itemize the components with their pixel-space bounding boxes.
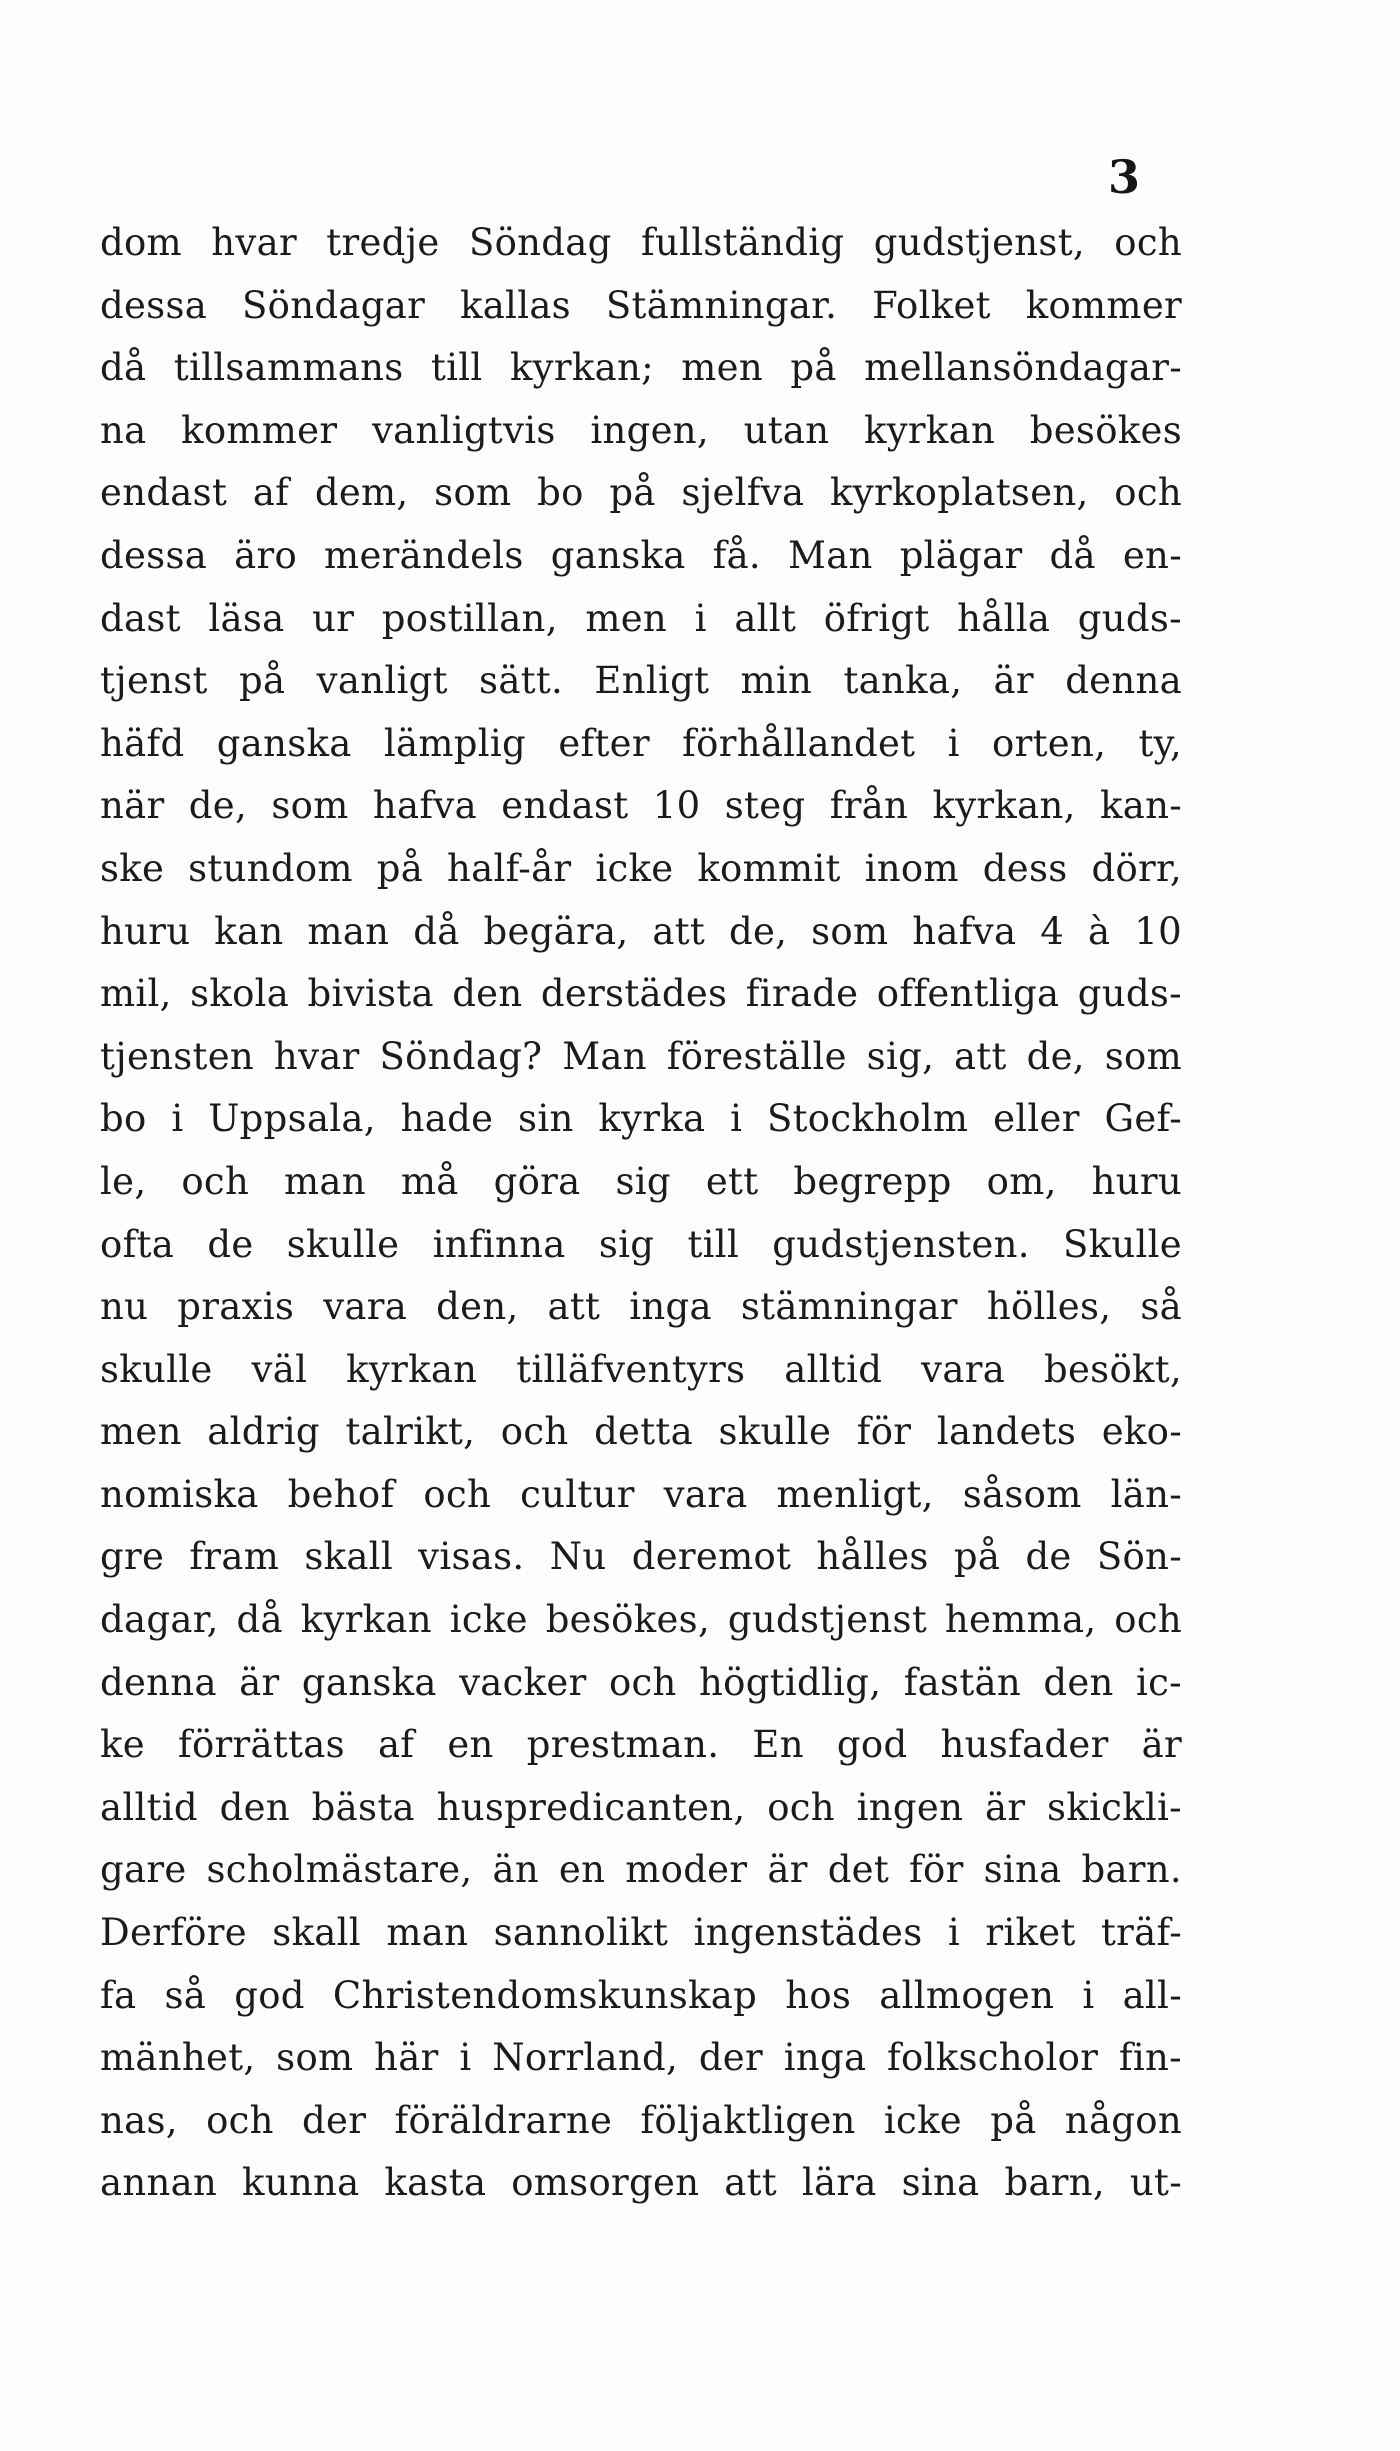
text-line: dessa äro merändels ganska få. Man plägar då en- bbox=[100, 533, 1182, 577]
text-line: dom hvar tredje Söndag fullständig gudstjenst, och bbox=[100, 221, 1182, 264]
text-line: endast af dem, som bo på sjelfva kyrkoplatsen, och bbox=[100, 471, 1182, 515]
text-line: mänhet, som här i Norrland, der inga folkscholor fin- bbox=[100, 2036, 1182, 2080]
text-line: na kommer vanligtvis ingen, utan kyrkan besökes bbox=[100, 408, 1182, 452]
text-line: dagar, då kyrkan icke besökes, gudstjenst hemma, och bbox=[100, 1598, 1182, 1642]
text-line: tjenst på vanligt sätt. Enligt min tanka, är denna bbox=[100, 659, 1182, 703]
text-line: nu praxis vara den, att inga stämningar hölles, så bbox=[100, 1285, 1182, 1329]
text-line: nas, och der föräldrarne följaktligen icke på någon bbox=[100, 2098, 1182, 2142]
text-line: skulle väl kyrkan tilläfventyrs alltid vara besökt, bbox=[100, 1347, 1182, 1391]
text-line: nomiska behof och cultur vara menligt, såsom län- bbox=[100, 1472, 1182, 1516]
text-line: denna är ganska vacker och högtidlig, fastän den ic- bbox=[100, 1660, 1182, 1704]
text-line: bo i Uppsala, hade sin kyrka i Stockholm eller Gef- bbox=[100, 1097, 1182, 1141]
text-line: Derföre skall man sannolikt ingenstädes i riket träf- bbox=[100, 1911, 1182, 1955]
text-line: häfd ganska lämplig efter förhållandet i orten, ty, bbox=[100, 721, 1182, 765]
text-line: huru kan man då begära, att de, som hafva 4 à 10 bbox=[100, 909, 1182, 953]
text-line: alltid den bästa huspredicanten, och ingen är skickli- bbox=[100, 1785, 1182, 1829]
text-line: mil, skola bivista den derstädes firade offentliga guds- bbox=[100, 972, 1182, 1016]
text-line: ke förrättas af en prestman. En god husfader är bbox=[100, 1723, 1182, 1767]
text-line: annan kunna kasta omsorgen att lära sina barn, ut- bbox=[100, 2161, 1182, 2205]
text-line: när de, som hafva endast 10 steg från kyrkan, kan- bbox=[100, 784, 1182, 828]
text-line: men aldrig talrikt, och detta skulle för landets eko- bbox=[100, 1410, 1182, 1454]
text-line: tjensten hvar Söndag? Man föreställe sig, att de, som bbox=[100, 1034, 1182, 1078]
page-number: 3 bbox=[1107, 150, 1140, 204]
text-line: då tillsammans till kyrkan; men på mellansöndagar- bbox=[100, 346, 1182, 390]
text-line: fa så god Christendomskunskap hos allmogen i all- bbox=[100, 1973, 1182, 2017]
text-line: le, och man må göra sig ett begrepp om, huru bbox=[100, 1159, 1182, 1203]
text-line: ske stundom på half-år icke kommit inom dess dörr, bbox=[100, 846, 1182, 890]
text-line: dessa Söndagar kallas Stämningar. Folket kommer bbox=[100, 283, 1182, 327]
text-line: ofta de skulle infinna sig till gudstjensten. Skulle bbox=[100, 1222, 1182, 1266]
text-line: gre fram skall visas. Nu deremot hålles på de Sön- bbox=[100, 1535, 1182, 1579]
body-text bbox=[100, 212, 1182, 2215]
text-line: dast läsa ur postillan, men i allt öfrigt hålla guds- bbox=[100, 596, 1182, 640]
text-line: gare scholmästare, än en moder är det för sina barn. bbox=[100, 1848, 1182, 1892]
